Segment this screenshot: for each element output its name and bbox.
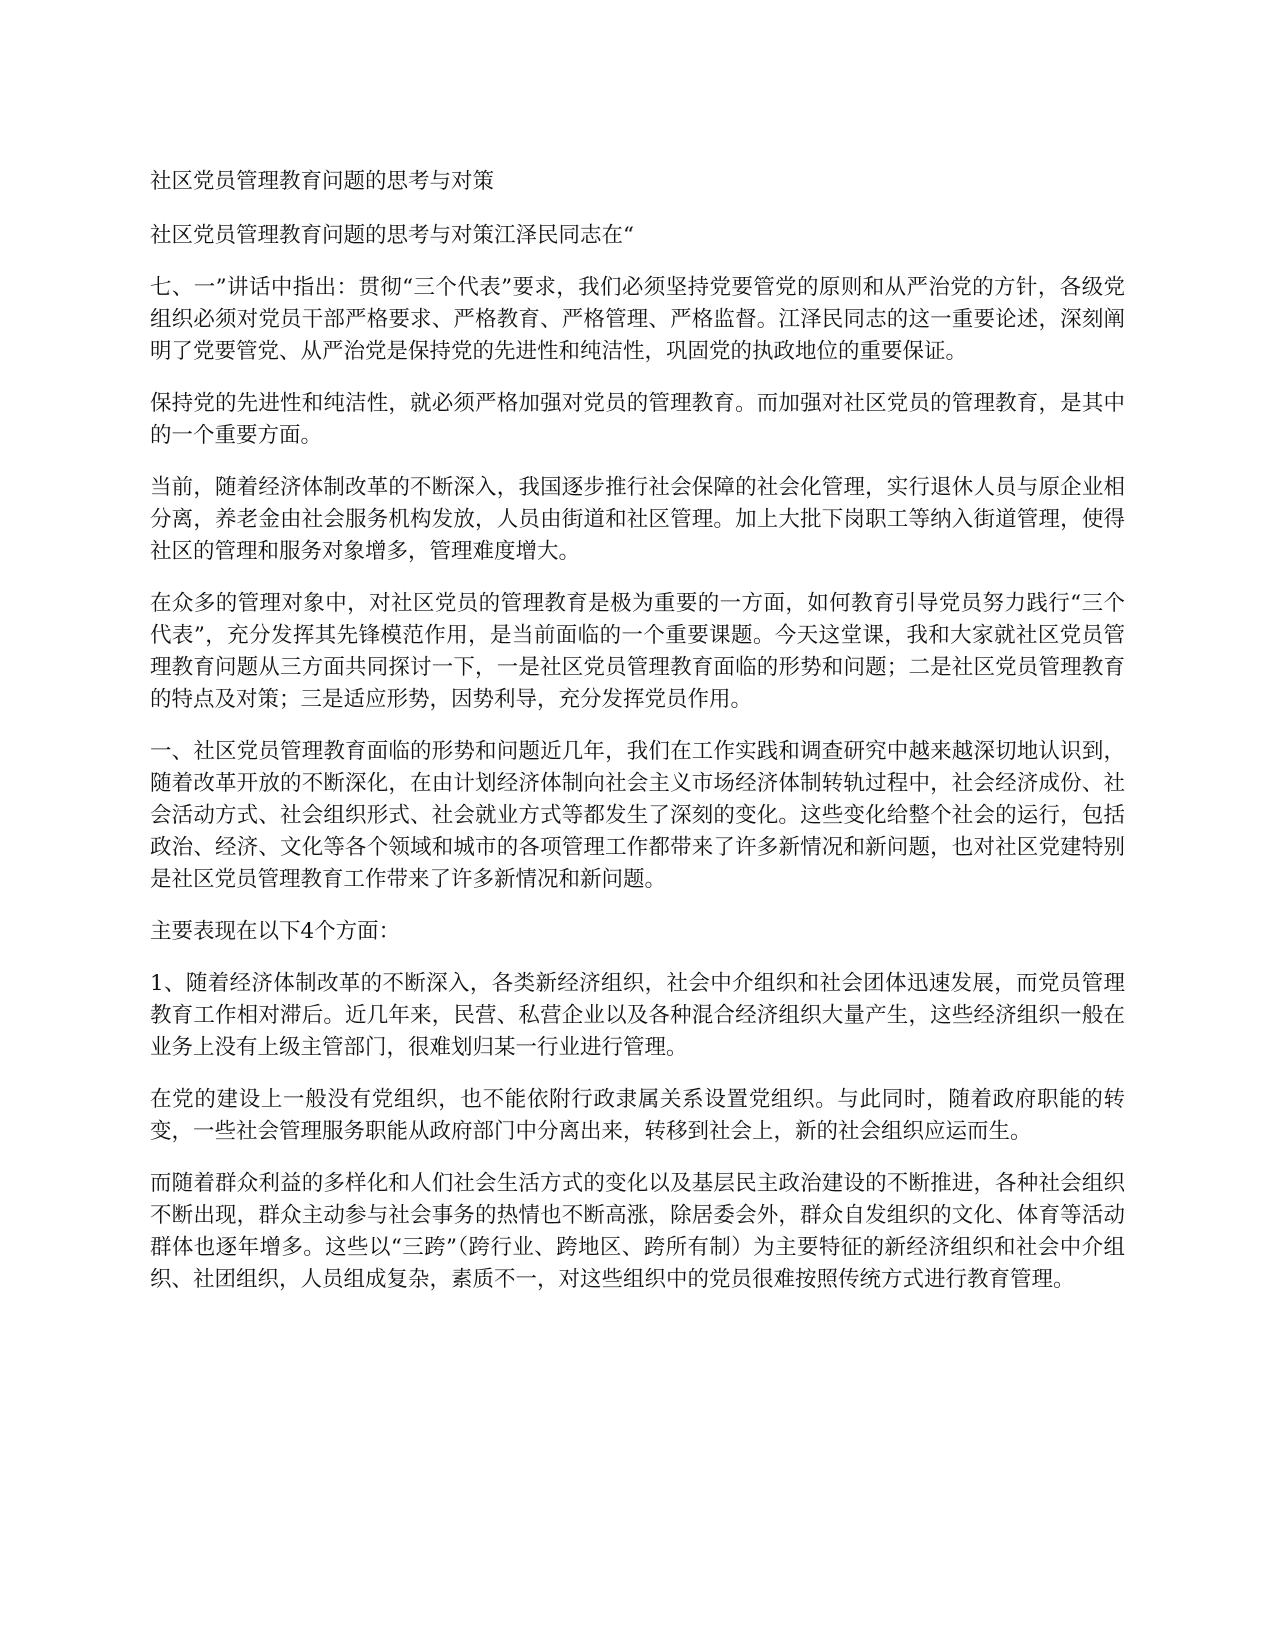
paragraph: 社区党员管理教育问题的思考与对策江泽民同志在“ — [150, 223, 634, 248]
paragraph: 1、随着经济体制改革的不断深入，各类新经济组织，社会中介组织和社会团体迅速发展，而党员管理教育工作相对滞后。近几年来，民营、私营企业以及各种混合经济组织大量产生，这些经济组织一般在业务上没有上级主管部门，很难划归某一行业进行管理。 — [150, 971, 1125, 1060]
document-title: 社区党员管理教育问题的思考与对策 — [150, 169, 495, 194]
paragraph: 在党的建设上一般没有党组织，也不能依附行政隶属关系设置党组织。与此同时，随着政府职能的转变，一些社会管理服务职能从政府部门中分离出来，转移到社会上，新的社会组织应运而生。 — [150, 1087, 1125, 1144]
paragraph: 保持党的先进性和纯洁性，就必须严格加强对党员的管理教育。而加强对社区党员的管理教育，是其中的一个重要方面。 — [150, 391, 1125, 448]
paragraph: 在众多的管理对象中，对社区党员的管理教育是极为重要的一方面，如何教育引导党员努力践行“三个代表”，充分发挥其先锋模范作用，是当前面临的一个重要课题。今天这堂课，我和大家就社区党员管理教育问题从三方面共同探讨一下，一是社区党员管理教育面临的形势和问题；二是社区党员管理教育的特点及对策；三是适应形势，因势利导，充分发挥党员作用。 — [150, 591, 1125, 712]
paragraph: 主要表现在以下4个方面： — [150, 919, 401, 944]
paragraph: 七、一”讲话中指出：贯彻“三个代表”要求，我们必须坚持党要管党的原则和从严治党的方针，各级党组织必须对党员干部严格要求、严格教育、严格管理、严格监督。江泽民同志的这一重要论述，深刻阐明了党要管党、从严治党是保持党的先进性和纯洁性，巩固党的执政地位的重要保证。 — [150, 275, 1125, 364]
paragraph: 而随着群众利益的多样化和人们社会生活方式的变化以及基层民主政治建设的不断推进，各种社会组织不断出现，群众主动参与社会事务的热情也不断高涨，除居委会外，群众自发组织的文化、体育等活动群体也逐年增多。这些以“三跨”（跨行业、跨地区、跨所有制）为主要特征的新经济组织和社会中介组织、社团组织，人员组成复杂，素质不一，对这些组织中的党员很难按照传统方式进行教育管理。 — [150, 1171, 1125, 1292]
paragraph: 一、社区党员管理教育面临的形势和问题近几年，我们在工作实践和调查研究中越来越深切地认识到，随着改革开放的不断深化，在由计划经济体制向社会主义市场经济体制转轨过程中，社会经济成份、社会活动方式、社会组织形式、社会就业方式等都发生了深刻的变化。这些变化给整个社会的运行，包括政治、经济、文化等各个领域和城市的各项管理工作都带来了许多新情况和新问题，也对社区党建特别是社区党员管理教育工作带来了许多新情况和新问题。 — [150, 739, 1125, 892]
document-page — [150, 166, 1125, 1316]
paragraph: 当前，随着经济体制改革的不断深入，我国逐步推行社会保障的社会化管理，实行退休人员与原企业相分离，养老金由社会服务机构发放，人员由街道和社区管理。加上大批下岗职工等纳入街道管理，使得社区的管理和服务对象增多，管理难度增大。 — [150, 475, 1125, 564]
